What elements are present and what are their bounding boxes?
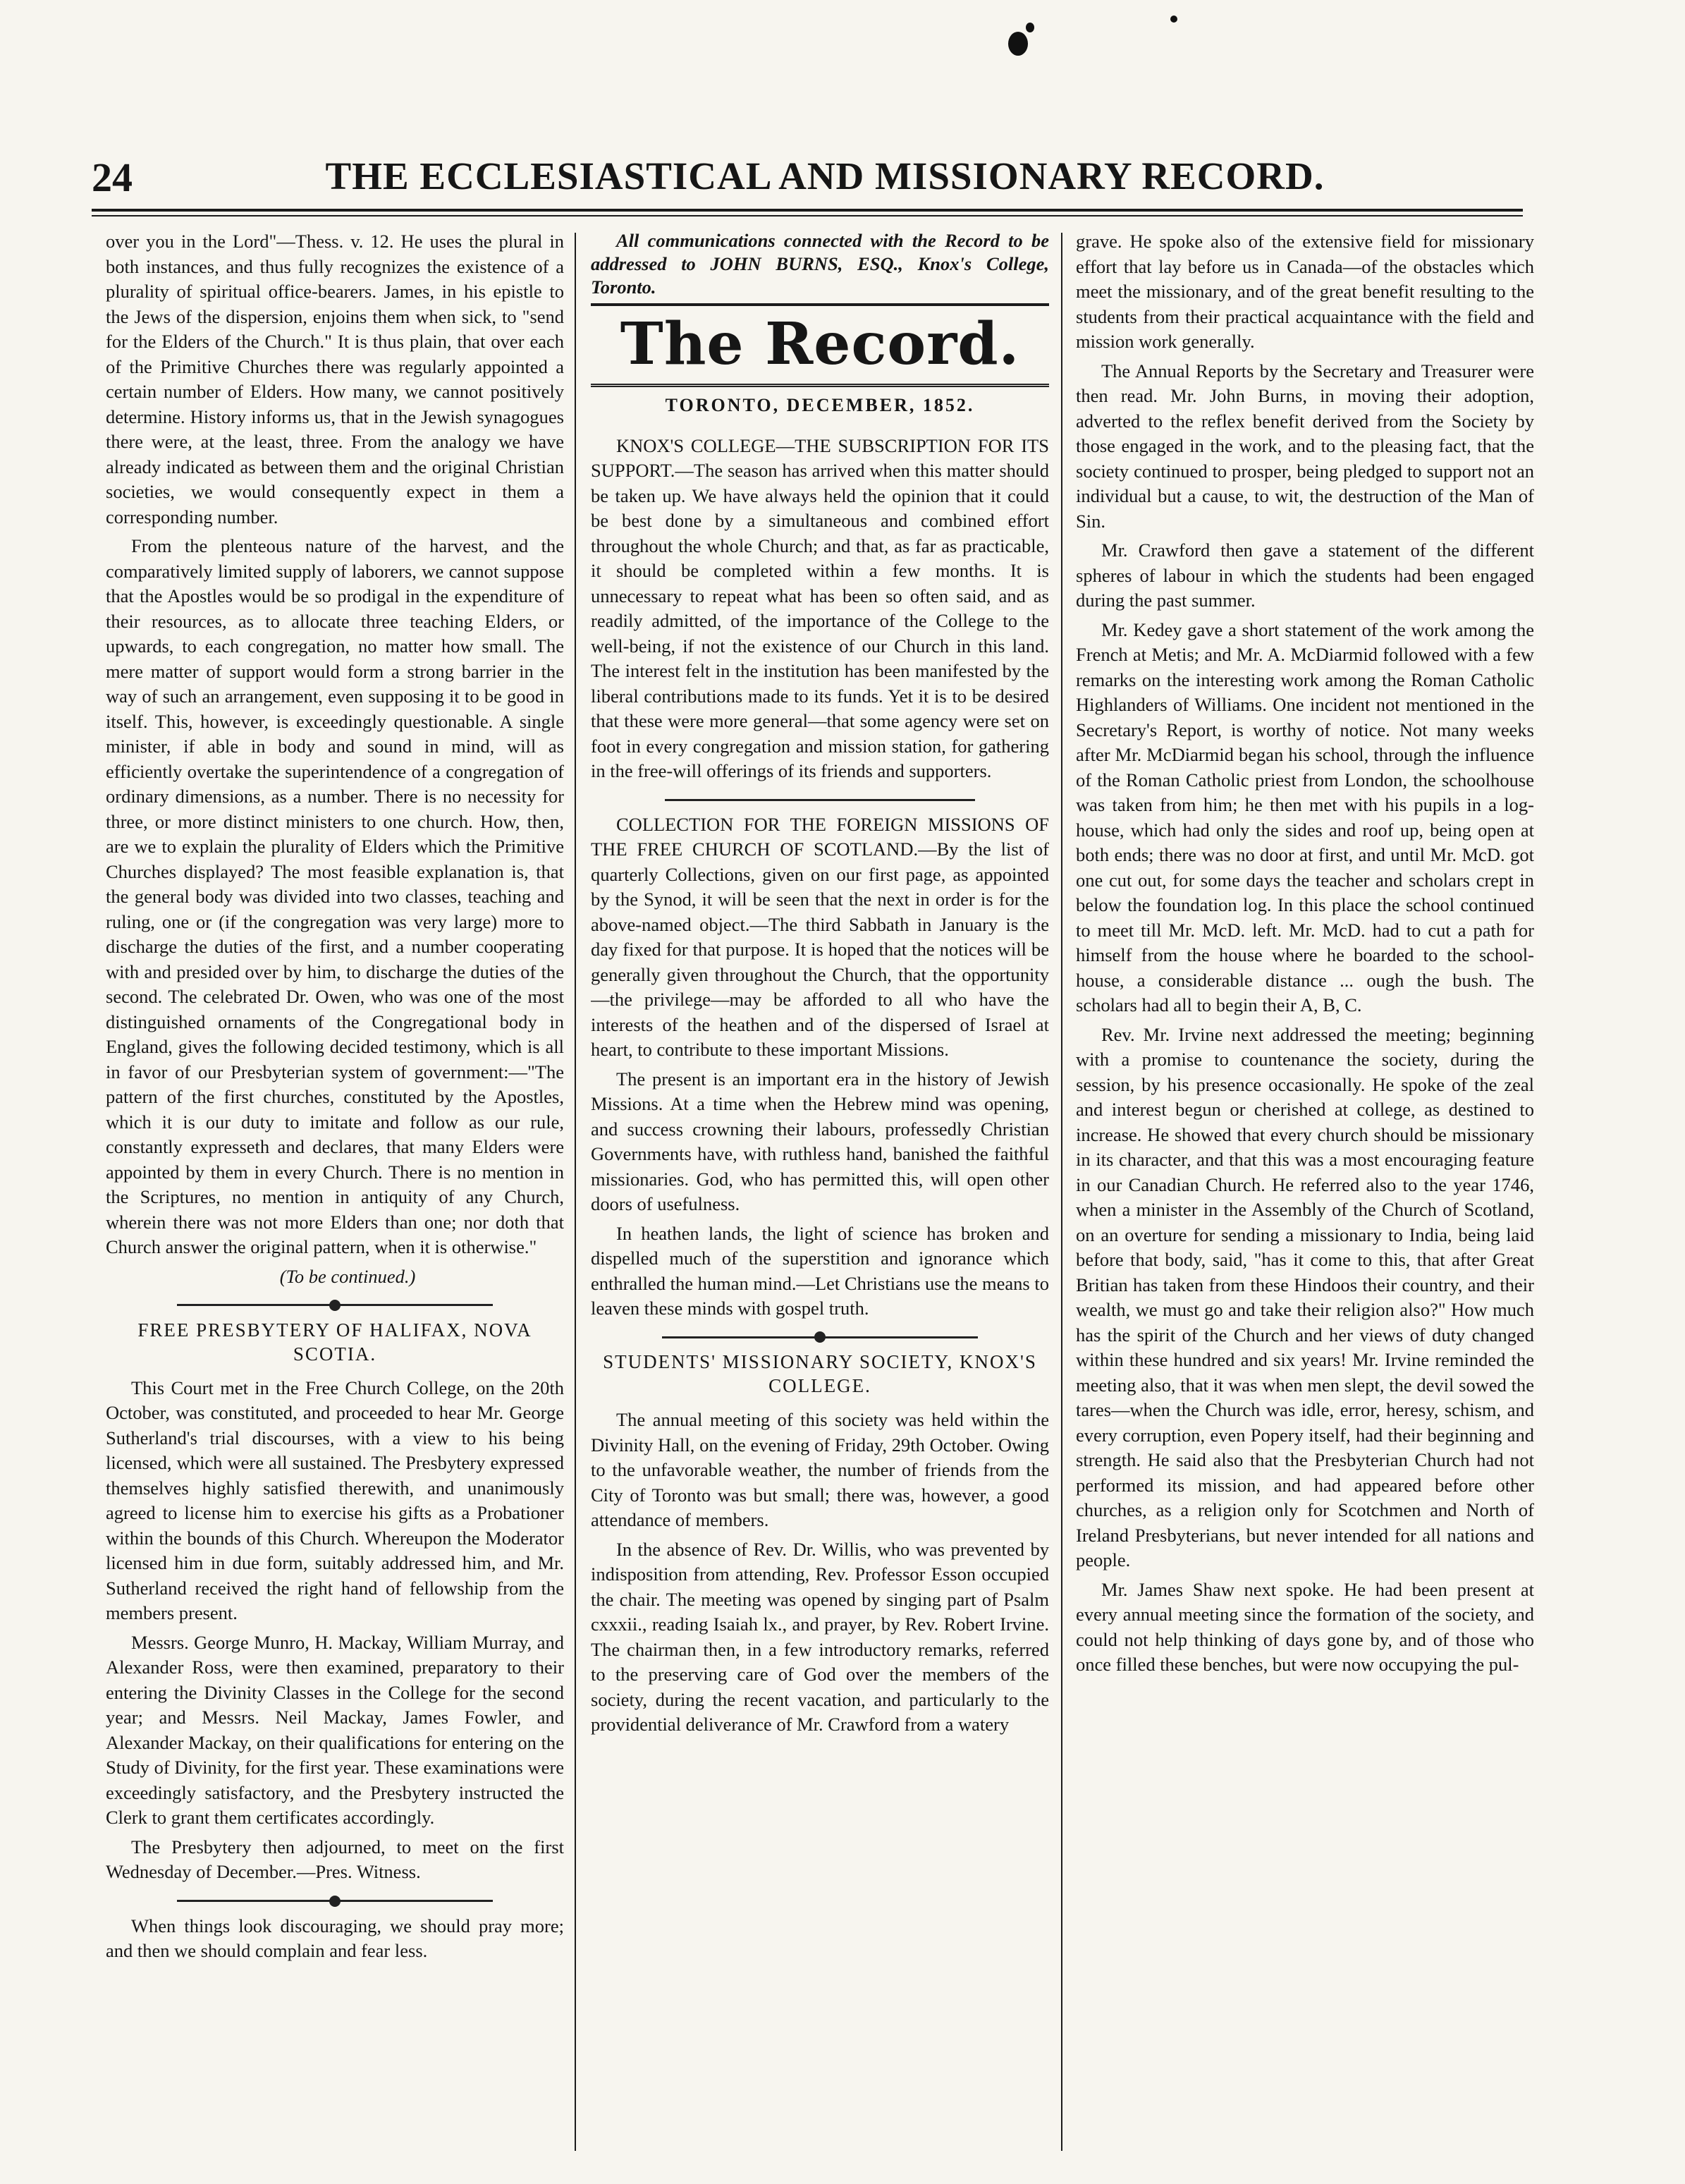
masthead-title: THE ECCLESIASTICAL AND MISSIONARY RECORD. bbox=[325, 154, 1325, 197]
article-paragraph: Rev. Mr. Irvine next addressed the meeting; beginning with a promise to countenance the society, during the session, by his presence occasionally. He spoke of the zeal and interest begun or cherished at college, as destined to increase. He showed that every church should be missionary in its character, and that this was a most encouraging feature in our Canadian Church. He referred also to the year 1746, when a minister in the Assembly of the Church of Scotland, on an overture for sending a missionary to India, being laid before that body, said, "has it come to this, that after Great Britian has taken from these Hindoos their country, and their wealth, we must go and take their religion also?" How much has the spirit of the Church and her views of duty changed within these hundred and six years! Mr. Irvine reminded the meeting also, that it was when men slept, the devil sowed the tares—when the Church was idle, error, heresy, schism, and every corruption, even Popery itself, had their beginning and strength. He said also that the Presbyterian Church had not performed its mission, and had appeared before other churches, as a religion only for Scotchmen and North of Ireland Presbyterians, but never intended for all nations and people. bbox=[1076, 1023, 1534, 1570]
article-paragraph: Mr. Kedey gave a short statement of the work among the French at Metis; and Mr. A. McDiarmid followed with a few remarks on the interesting work among the Roman Catholic Highlanders of Williams. One incident not mentioned in the Secretary's Report, is worthy of notice. Not many weeks after Mr. McDiarmid began his school, through the influence of the Roman Catholic priest from London, the schoolhouse was taken from him; he then met with his pupils in a log-house, which had only the sides and roof up, being open at both ends; there was no door at first, and until Mr. McD. got one cut out, for some days the teacher and scholars crept in below the foundation log. In this place the school continued to meet till Mr. McD. left. Mr. McD. had to cut a path for himself from the house where he boarded to the school-house, a considerable distance ... ough the bush. The scholars had all to begin their A, B, C. bbox=[1076, 618, 1534, 1015]
record-title: The Record. bbox=[620, 310, 1020, 378]
ink-blot bbox=[1026, 23, 1034, 32]
title-rule bbox=[591, 303, 1049, 306]
header-rule-thin bbox=[92, 215, 1523, 216]
column-3 bbox=[1076, 229, 1534, 2154]
article-paragraph: —The season has arrived when this matter should be taken up. We have always held the opinion that it could be best done by a simultaneous and combined effort throughout the whole Church; and that, as far as practicable, it should be completed within a few months. It is unnecessary to repeat what has been so often said, and as readily admitted, of the importance of the College to the well-being, if not the existence of our Church in this land. The interest felt in the institution has been manifested by the liberal contributions made to its funds. Yet it is to be desired that these were more general—that some agency were set on foot in every congregation and mission station, for gathering in the free-will offerings of its friends and supporters. bbox=[591, 460, 1049, 781]
article-paragraph: grave. He spoke also of the extensive field for missionary effort that lay before us in Canada—of the obstacles which meet the missionary, and of the great benefit resulting to the students from their practical acquaintance with the field and mission work generally. bbox=[1076, 231, 1534, 352]
article-paragraph: Mr. James Shaw next spoke. He had been present at every annual meeting since the formation of the society, and could not help thinking of days gone by, and of those who once filled these benches, but were now occupying the pul- bbox=[1076, 1578, 1534, 1675]
section-heading: FREE PRESBYTERY OF HALIFAX, NOVA SCOTIA. bbox=[137, 1319, 532, 1365]
article-lead: KNOX'S COLLEGE—THE SUBSCRIPTION FOR ITS SUPPORT. bbox=[591, 434, 1049, 481]
ink-blot bbox=[1008, 32, 1028, 56]
article-paragraph: In the absence of Rev. Dr. Willis, who was prevented by indisposition from attending, Rev. Professor Esson occupied the chair. The meeting was opened by singing part of Psalm cxxxii., reading Isaiah lx., and prayer, by Rev. Robert Irvine. The chairman then, in a few introductory remarks, referred to the preserving care of God over the members of the society, during the recent vacation, and particularly to the providential deliverance of Mr. Crawford from a watery bbox=[591, 1538, 1049, 1735]
article-paragraph: In heathen lands, the light of science has broken and dispelled much of the superstition and ignorance which enthralled the human mind.—Let Christians use the means to leaven these minds with gospel truth. bbox=[591, 1222, 1049, 1319]
article-paragraph: This Court met in the Free Church College, on the 20th October, was constituted, and proceeded to hear Mr. George Sutherland's trial discourses, with a view to his being licensed, which were all sustained. The Presbytery expressed themselves highly satisfied therewith, and unanimously agreed to license him to exercise his gifts as a Probationer within the bounds of this Church. Whereupon the Moderator licensed him in due form, suitably addressed him, and Mr. Sutherland received the right hand of fellowship from the members present. bbox=[106, 1377, 564, 1624]
section-divider bbox=[591, 791, 1049, 805]
article-paragraph: When things look discouraging, we should pray more; and then we should complain and fear less. bbox=[106, 1915, 564, 1962]
column-2 bbox=[591, 229, 1049, 2154]
page-header bbox=[92, 154, 1516, 203]
article-paragraph: —By the list of quarterly Collections, given on our first page, as appointed by the Synod, it will be seen that the next in order is for the above-named object.—The third Sabbath in January is the day fixed for that purpose. It is hoped that the notices will be generally given throughout the Church, that the opportunity—the privilege—may be afforded to all who have the interests of the heathen and of the dispersed of Israel at heart, to contribute to these important Missions. bbox=[591, 838, 1049, 1060]
article-paragraph: The present is an important era in the history of Jewish Missions. At a time when the Hebrew mind was opening, and success crowning their labours, professedly Christian Governments have, with ruthless hand, banished the faithful missionaries. God, who has permitted this, will open other doors of usefulness. bbox=[591, 1068, 1049, 1214]
article-paragraph: The annual meeting of this society was held within the Divinity Hall, on the evening of Friday, 29th October. Owing to the unfavorable weather, the number of friends from the City of Toronto was but small; there was, however, a good attendance of members. bbox=[591, 1409, 1049, 1531]
article-paragraph: From the plenteous nature of the harvest, and the comparatively limited supply of laborers, we cannot suppose that the Apostles would be so prodigal in the expenditure of their resources, as to allocate three teaching Elders, or upwards, to each congregation, no matter how small. The mere matter of support would form a strong barrier in the way of such an arrangement, even supposing it to be good in itself. This, however, is exceedingly questionable. A single minister, if able in body and sound in mind, will as efficiently overtake the superintendence of a congregation of ordinary dimensions, as a number. There is no necessity for three, or more distinct ministers to one church. How, then, are we to explain the plurality of Elders which the Primitive Churches displayed? The most feasible explanation is, that the general body was divided into two classes, teaching and ruling, one or (if the congregation was very large) more to discharge the duties of the first, and a number cooperating with and presided over by him, to discharge the duties of the second. The celebrated Dr. Owen, who was one of the most distinguished ornaments of the Congregational body in England, gives the following decided testimony, which is all in favor of our Presbyterian system of government:—"The pattern of the first churches, constituted by the Apostles, which it is our duty to imitate and follow as our rule, constantly expresseth and declares, that many Elders were appointed by them in every Church. There is no mention in the Scriptures, no mention in antiquity of any Church, wherein there was not more Elders than one; nor doth that Church answer the original pattern, when it is otherwise." bbox=[106, 535, 564, 1257]
article-paragraph: The Annual Reports by the Secretary and Treasurer were then read. Mr. John Burns, in moving their adoption, adverted to the reflex benefit derived from the Society by those engaged in the work, and to the pleasing fact, that the society continued to prosper, being pledged to support not an individual but a cause, to wit, the destruction of the Man of Sin. bbox=[1076, 360, 1534, 532]
article-paragraph: The Presbytery then adjourned, to meet on the first Wednesday of December.—Pres. Witness. bbox=[106, 1836, 564, 1883]
ink-blot bbox=[1170, 16, 1177, 23]
article-paragraph: Messrs. George Munro, H. Mackay, William Murray, and Alexander Ross, were then examined, preparatory to their entering the Divinity Classes in the College for the second year; and Messrs. Neil Mackay, James Fowler, and Alexander Mackay, on their qualifications for entering on the Study of Divinity, for the first year. These examinations were exceedingly satisfactory, and the Presbytery instructed the Clerk to grant them certificates accordingly. bbox=[106, 1631, 564, 1829]
article-paragraph: over you in the Lord"—Thess. v. 12. He uses the plural in both instances, and thus fully recognizes the existence of a plurality of spiritual office-bearers. James, in his epistle to the Jews of the dispersion, enjoins them when sick, to "send for the Elders of the Church." It is thus plain, that over each of the Primitive Churches there was regularly appointed a certain number of Elders. How many, we cannot positively determine. History informs us, that in the Jewish synagogues there were, at the least, three. From the analogy we have already indicated as between them and the original Christian societies, we would consequently expect in them a corresponding number. bbox=[106, 231, 564, 527]
column-rule bbox=[575, 233, 576, 2151]
section-heading: STUDENTS' MISSIONARY SOCIETY, KNOX'S COLLEGE. bbox=[603, 1351, 1037, 1397]
article-lead: COLLECTION FOR THE FOREIGN MISSIONS OF THE FREE CHURCH OF SCOTLAND. bbox=[591, 813, 1049, 860]
section-divider bbox=[591, 1329, 1049, 1343]
section-divider bbox=[106, 1892, 564, 1907]
column-rule bbox=[1061, 233, 1062, 2151]
page-number: 24 bbox=[92, 154, 133, 200]
continued-note: (To be continued.) bbox=[279, 1265, 416, 1287]
editorial-notice: All communications connected with the Record to be addressed to JOHN BURNS, ESQ., Knox's College, Toronto. bbox=[591, 230, 1049, 298]
section-divider bbox=[106, 1296, 564, 1311]
dateline: TORONTO, DECEMBER, 1852. bbox=[591, 384, 1049, 418]
column-1 bbox=[106, 229, 564, 2154]
article-paragraph: Mr. Crawford then gave a statement of the different spheres of labour in which the students had been engaged during the past summer. bbox=[1076, 539, 1534, 611]
header-rule bbox=[92, 209, 1523, 212]
